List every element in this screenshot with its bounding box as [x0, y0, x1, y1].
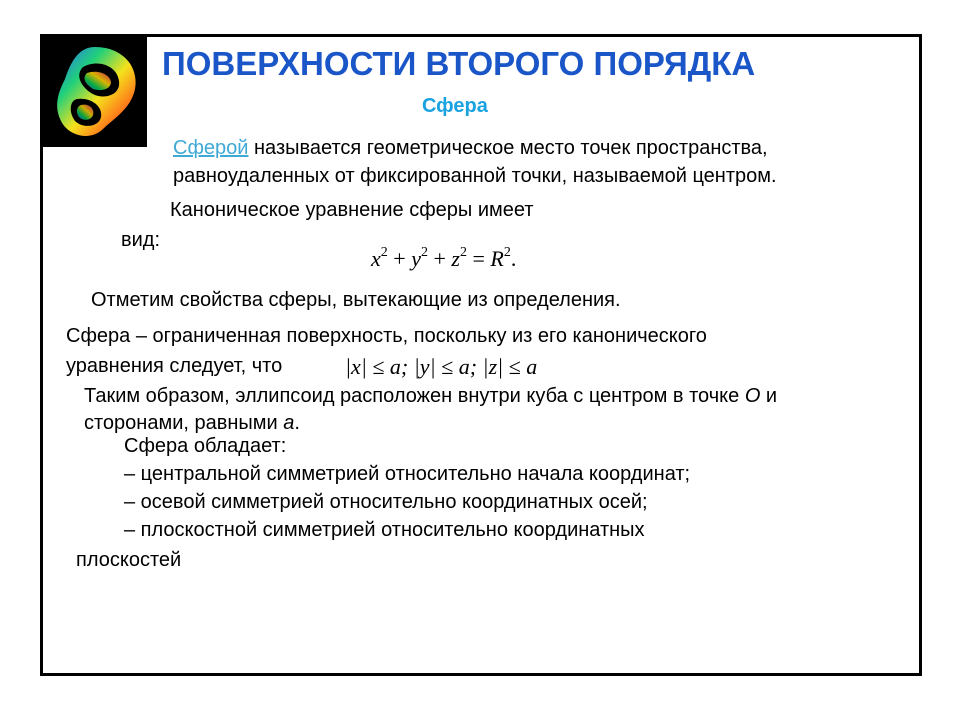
conclusion-line-1-text-b: и — [760, 385, 778, 407]
bounded-line-2: уравнения следует, что — [66, 355, 283, 377]
sphere-term-link[interactable]: Сферой — [173, 137, 249, 159]
page-subtitle: Сфера — [422, 95, 488, 117]
eq-z: z — [451, 246, 460, 271]
symmetry-item-3: – плоскостной симметрией относительно координатных — [124, 519, 645, 541]
definition-line-1-text: называется геометрическое место точек пространства, — [248, 137, 768, 159]
eq-x: x — [371, 246, 381, 271]
symmetry-intro: Сфера обладает: — [124, 435, 287, 457]
definition-line-1 — [173, 136, 768, 160]
point-o: О — [744, 385, 761, 407]
eq-exp-4: 2 — [503, 245, 511, 260]
eq-y: y — [411, 246, 421, 271]
eq-plus-1: + — [393, 246, 406, 271]
bounded-line-1: Сфера – ограниченная поверхность, поскольку из его канонического — [66, 325, 707, 347]
canonical-line-1: Каноническое уравнение сферы имеет — [170, 199, 534, 221]
eq-exp-1: 2 — [380, 245, 388, 260]
eq-dot: . — [510, 246, 517, 271]
eq-exp-2: 2 — [420, 245, 428, 260]
conclusion-line-2 — [84, 411, 300, 435]
side-a: а — [283, 412, 295, 434]
eq-equals: = — [472, 246, 485, 271]
symmetry-item-2: – осевой симметрией относительно координатных осей; — [124, 491, 648, 513]
bounded-inequality: |x| ≤ a; |y| ≤ a; |z| ≤ a — [345, 354, 538, 379]
torus-surface-icon — [43, 37, 147, 147]
eq-plus-2: + — [433, 246, 446, 271]
conclusion-line-2-text-b: . — [294, 412, 300, 434]
symmetry-item-1: – центральной симметрией относительно начала координат; — [124, 463, 691, 485]
eq-exp-3: 2 — [459, 245, 467, 260]
conclusion-line-2-text-a: сторонами, равными — [84, 412, 284, 434]
page-title: ПОВЕРХНОСТИ ВТОРОГО ПОРЯДКА — [162, 45, 756, 82]
properties-intro: Отметим свойства сферы, вытекающие из определения. — [91, 289, 621, 311]
canonical-equation — [371, 244, 516, 274]
conclusion-line-1-text-a: Таким образом, эллипсоид расположен внутри куба с центром в точке — [84, 385, 745, 407]
logo — [43, 37, 147, 147]
conclusion-line-1 — [84, 384, 777, 408]
symmetry-tail: плоскостей — [76, 549, 182, 571]
eq-r: R — [490, 246, 504, 271]
canonical-line-2: вид: — [121, 229, 161, 251]
definition-line-2: равноудаленных от фиксированной точки, называемой центром. — [173, 165, 777, 187]
